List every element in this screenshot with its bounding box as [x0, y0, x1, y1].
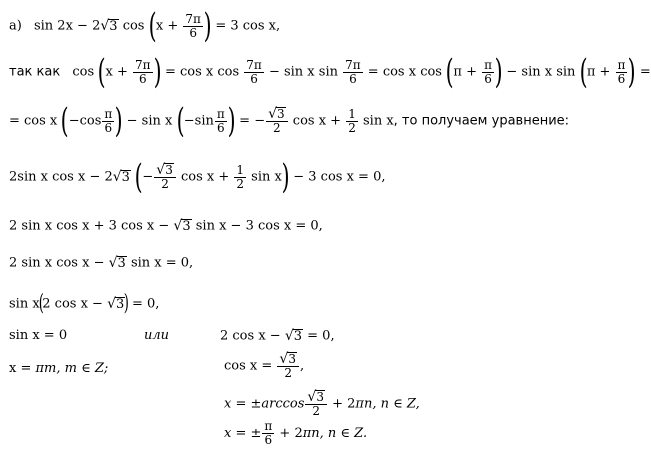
sqrt-radicand: 3: [277, 107, 285, 121]
expr-text: + 2: [327, 396, 356, 412]
denominator: 6: [250, 71, 258, 86]
left-paren-icon: (: [134, 157, 143, 197]
fraction: [133, 59, 153, 86]
numerator: 1: [236, 162, 245, 177]
expr-text: arccos: [261, 396, 305, 412]
numerator: 7π: [135, 57, 151, 72]
expr-text: = cos x: [9, 113, 58, 129]
left-paren-icon: (: [176, 101, 185, 141]
connector-word: или: [144, 328, 170, 343]
expr-text: 2 sin x cos x −: [9, 255, 109, 271]
numerator: [305, 390, 327, 405]
equation-line-8-right: [220, 329, 335, 343]
expr-text: = 0,: [303, 328, 335, 344]
right-paren-icon: ): [227, 101, 236, 141]
expr-text: cos: [72, 64, 95, 80]
equation-line-8-mid: [144, 329, 169, 342]
expr-text: = 0,: [127, 296, 160, 312]
fraction: [234, 164, 246, 191]
denominator: 6: [264, 433, 273, 447]
right-paren-icon: ): [124, 291, 130, 316]
denominator: 6: [104, 120, 113, 135]
sqrt-icon: √: [100, 18, 110, 34]
fraction: [215, 108, 227, 135]
fraction: [277, 352, 299, 380]
fraction: [266, 107, 288, 135]
fraction: [343, 59, 363, 86]
numerator: 7π: [185, 11, 201, 26]
expr-text: x +: [155, 18, 183, 34]
denominator: 6: [484, 71, 492, 86]
numerator: 1: [348, 106, 356, 121]
fraction: [102, 108, 114, 135]
right-paren-icon: ): [114, 101, 123, 141]
expr-text: πm, m ∈ Z;: [35, 361, 109, 376]
equation-line-1: [9, 6, 281, 46]
expr-text: =: [639, 64, 651, 80]
equation-line-8-left: [9, 329, 67, 342]
expr-text: x = ±: [224, 396, 262, 412]
expr-text: sin 2x − 2: [33, 18, 101, 34]
expr-text: 2 cos x −: [42, 296, 108, 312]
expr-text: cos x =: [224, 358, 277, 374]
expr-text: − 3 cos x = 0,: [293, 169, 386, 185]
sqrt-radicand: 3: [316, 390, 324, 404]
expr-text: sin x: [9, 296, 40, 312]
denominator: 6: [349, 71, 357, 86]
right-paren-icon: ): [281, 157, 290, 197]
equation-line-10: [224, 390, 420, 418]
sqrt-icon: √: [108, 255, 118, 271]
numerator: π: [216, 106, 225, 121]
sqrt-radicand: 3: [109, 19, 118, 34]
expr-text: −: [142, 169, 154, 185]
expr-text: cos x +: [180, 169, 234, 185]
right-paren-icon: ): [203, 6, 212, 46]
left-paren-icon: (: [61, 101, 70, 141]
denominator: 2: [348, 120, 356, 135]
part-label: а): [9, 18, 22, 34]
equation-line-5: [9, 219, 323, 233]
denominator: 6: [617, 71, 626, 86]
sqrt-icon: √: [307, 389, 317, 405]
expr-text: x =: [9, 361, 36, 376]
expr-text: = −: [239, 113, 266, 129]
fraction: [346, 108, 358, 135]
numerator: [266, 107, 288, 122]
sqrt-radicand: 3: [182, 219, 191, 234]
fraction: [482, 59, 494, 86]
numerator: 7π: [246, 57, 262, 72]
equation-line-3: [9, 101, 570, 141]
expr-text: = cos x cos: [164, 64, 244, 80]
expr-text: 2 cos x −: [220, 328, 285, 344]
numerator: π: [617, 57, 626, 72]
fraction: [183, 13, 203, 40]
expr-text: −sin: [183, 113, 214, 129]
sqrt-icon: √: [268, 106, 278, 122]
sqrt-radicand: 3: [117, 256, 126, 271]
expr-text: 2sin x cos x − 2: [9, 169, 113, 185]
text-tail: , то получаем уравнение:: [393, 113, 570, 129]
expr-text: π +: [453, 64, 482, 80]
fraction: [244, 59, 264, 86]
expr-text: sin x: [251, 169, 282, 185]
sqrt-radicand: 3: [121, 170, 130, 185]
sqrt-icon: √: [156, 162, 166, 178]
expr-text: cos x +: [292, 113, 346, 129]
expr-text: πn, n ∈ Z,: [355, 396, 420, 412]
denominator: 2: [161, 177, 169, 191]
equation-line-7: [9, 290, 159, 318]
numerator: π: [484, 57, 492, 72]
fraction: [262, 420, 274, 447]
equation-line-9-right: [224, 352, 304, 380]
sqrt-radicand: 3: [116, 297, 125, 312]
equation-line-2: [9, 52, 651, 92]
equation-line-4: [9, 157, 386, 197]
sqrt-icon: √: [107, 296, 116, 312]
expr-text: sin x = 0,: [126, 255, 194, 271]
sqrt-icon: √: [112, 169, 122, 185]
sqrt-icon: √: [279, 351, 289, 367]
denominator: 6: [138, 71, 147, 86]
sqrt-radicand: 3: [288, 352, 296, 366]
expr-text: − sin x sin: [268, 64, 343, 80]
expr-text: sin x − 3 cos x = 0,: [191, 218, 323, 234]
expr-text: x +: [105, 64, 133, 80]
left-paren-icon: (: [579, 52, 588, 92]
left-paren-icon: (: [97, 52, 106, 92]
denominator: 2: [312, 404, 321, 418]
fraction: [616, 59, 628, 86]
expr-text: − sin x: [126, 113, 173, 129]
expr-text: − sin x sin: [506, 64, 576, 80]
expr-text: 2 sin x cos x + 3 cos x −: [9, 218, 174, 234]
equation-line-9-left: [9, 362, 108, 375]
right-paren-icon: ): [494, 52, 503, 92]
expr-text: x = ±: [224, 426, 262, 441]
numerator: [154, 163, 176, 178]
expr-text: sin x: [362, 113, 394, 129]
numerator: π: [104, 106, 113, 121]
fraction: [305, 390, 327, 418]
left-paren-icon: (: [445, 52, 454, 92]
sqrt-icon: √: [173, 218, 183, 234]
right-paren-icon: ): [628, 52, 637, 92]
expr-text: ,: [299, 358, 305, 374]
expr-text: sin x = 0: [9, 328, 68, 343]
expr-text: = cos x cos: [367, 64, 442, 80]
text-lead: так как: [9, 64, 61, 80]
left-paren-icon: (: [38, 291, 44, 316]
expr-text: π +: [586, 64, 615, 80]
denominator: 2: [273, 121, 281, 135]
expr-text: + 2: [275, 426, 303, 441]
fraction: [154, 163, 176, 191]
equation-line-11: [224, 420, 367, 447]
expr-text: = 3 cos x,: [215, 18, 281, 34]
expr-text: −cos: [68, 113, 102, 129]
sqrt-radicand: 3: [165, 163, 173, 177]
denominator: 2: [284, 366, 292, 380]
right-paren-icon: ): [153, 52, 162, 92]
expr-text: cos: [122, 18, 145, 34]
numerator: π: [264, 419, 273, 433]
expr-text: πn, n ∈ Z.: [302, 426, 368, 441]
numerator: 7π: [345, 57, 361, 72]
left-paren-icon: (: [148, 6, 157, 46]
denominator: 6: [217, 120, 225, 135]
denominator: 6: [189, 25, 197, 40]
denominator: 2: [236, 176, 245, 191]
equation-line-6: [9, 256, 193, 270]
numerator: [277, 352, 299, 367]
sqrt-radicand: 3: [293, 329, 303, 344]
sqrt-icon: √: [284, 328, 294, 344]
